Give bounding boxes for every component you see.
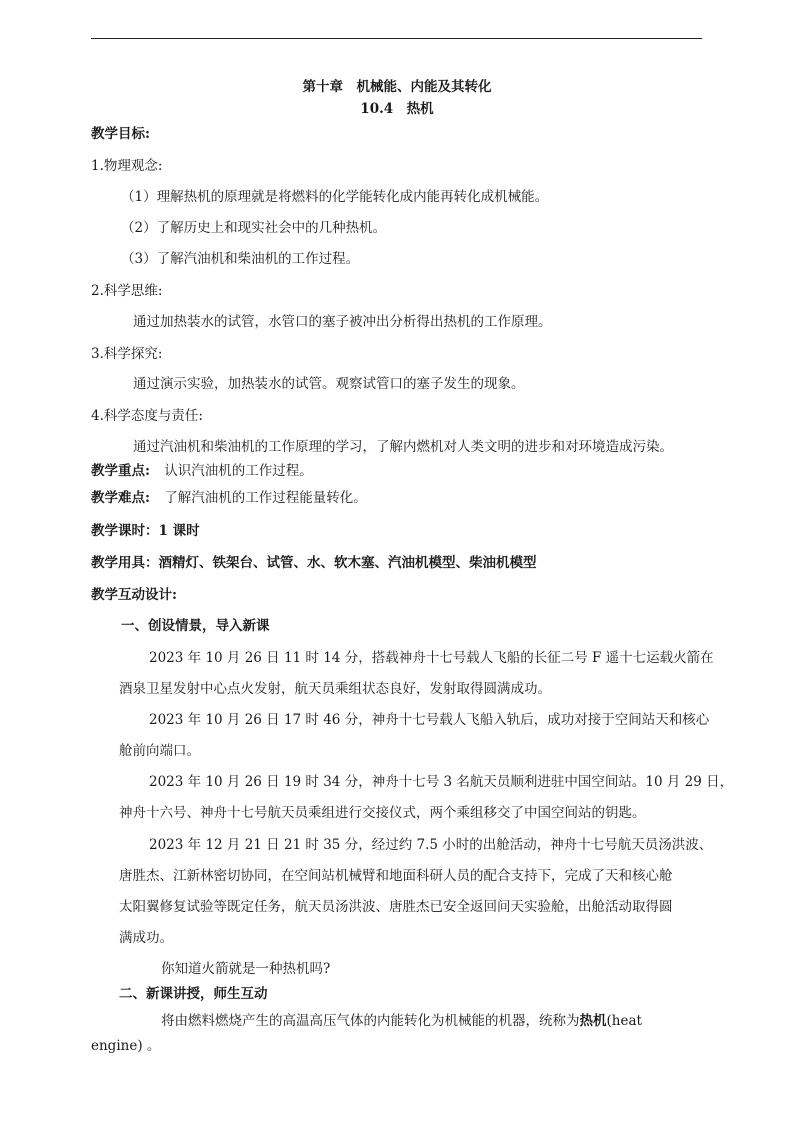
difficulty-label: 教学难点: — [91, 490, 150, 506]
concept-item: （3）了解汽油机和柴油机的工作过程。 — [121, 251, 360, 267]
section-title: 10.4 热机 — [360, 101, 434, 117]
part2-title: 二、新课讲授，师生互动 — [119, 986, 268, 1002]
key-point — [91, 462, 313, 480]
story-line: 酒泉卫星发射中心点火发射，航天员乘组状态良好，发射取得圆满成功。 — [119, 681, 551, 697]
header-rule — [91, 38, 702, 39]
story-line: 2023 年 10 月 26 日 19 时 34 分，神舟十七号 3 名航天员顺利进驻中国空间站。10 月 29 日， — [149, 774, 734, 790]
story-line: 2023 年 10 月 26 日 11 时 14 分，搭载神舟十七号载人飞船的长征二号 F 遥十七运载火箭在 — [149, 650, 714, 666]
story-line: 满成功。 — [119, 930, 173, 946]
question-line: 你知道火箭就是一种热机吗? — [161, 961, 331, 977]
concept-title: 1.物理观念: — [91, 158, 163, 174]
inquiry-text: 通过演示实验，加热装水的试管。观察试管口的塞子发生的现象。 — [133, 376, 525, 392]
story-line: 舱前向端口。 — [119, 743, 200, 759]
inquiry-title: 3.科学探究: — [91, 346, 163, 362]
definition-line — [161, 1012, 642, 1030]
interaction-heading: 教学互动设计: — [91, 587, 177, 603]
concept-item: （1）理解热机的原理就是将燃料的化学能转化成内能再转化成机械能。 — [121, 189, 549, 205]
chapter-title: 第十章 机械能、内能及其转化 — [302, 79, 492, 95]
story-line: 神舟十六号、神舟十七号航天员乘组进行交接仪式，两个乘组移交了中国空间站的钥匙。 — [119, 805, 646, 821]
story-line: 2023 年 10 月 26 日 17 时 46 分，神舟十七号载人飞船入轨后，成功对接于空间站天和核心 — [149, 712, 710, 728]
difficulty-text: 了解汽油机的工作过程能量转化。 — [164, 490, 367, 506]
part1-title: 一、创设情景，导入新课 — [121, 618, 270, 634]
definition-term: 热机 — [579, 1013, 607, 1029]
key-point-label: 教学重点: — [91, 463, 150, 479]
story-line: 太阳翼修复试验等既定任务，航天员汤洪波、唐胜杰已安全返回问天实验舱，出舱活动取得圆 — [119, 899, 673, 915]
thinking-title: 2.科学思维: — [91, 283, 163, 299]
definition-continuation: engine) 。 — [91, 1038, 161, 1054]
objectives-heading: 教学目标: — [91, 126, 150, 142]
teaching-tools: 教学用具：酒精灯、铁架台、试管、水、软木塞、汽油机模型、柴油机模型 — [91, 555, 537, 571]
teaching-hours: 教学课时：1 课时 — [91, 523, 200, 539]
key-point-text: 认识汽油机的工作过程。 — [164, 463, 313, 479]
thinking-text: 通过加热装水的试管，水管口的塞子被冲出分析得出热机的工作原理。 — [133, 314, 552, 330]
difficulty — [91, 489, 367, 507]
attitude-title: 4.科学态度与责任: — [91, 408, 203, 424]
story-line: 2023 年 12 月 21 日 21 时 35 分，经过约 7.5 小时的出舱活动，神舟十七号航天员汤洪波、 — [149, 837, 713, 853]
definition-text: 将由燃料燃烧产生的高温高压气体的内能转化为机械能的机器，统称为 — [161, 1013, 580, 1029]
concept-item: （2）了解历史上和现实社会中的几种热机。 — [121, 220, 387, 236]
definition-english: (heat — [606, 1013, 642, 1029]
story-line: 唐胜杰、江新林密切协同，在空间站机械臂和地面科研人员的配合支持下，完成了天和核心舱 — [119, 868, 673, 884]
attitude-text: 通过汽油机和柴油机的工作原理的学习，了解内燃机对人类文明的进步和对环境造成污染。 — [133, 439, 673, 455]
